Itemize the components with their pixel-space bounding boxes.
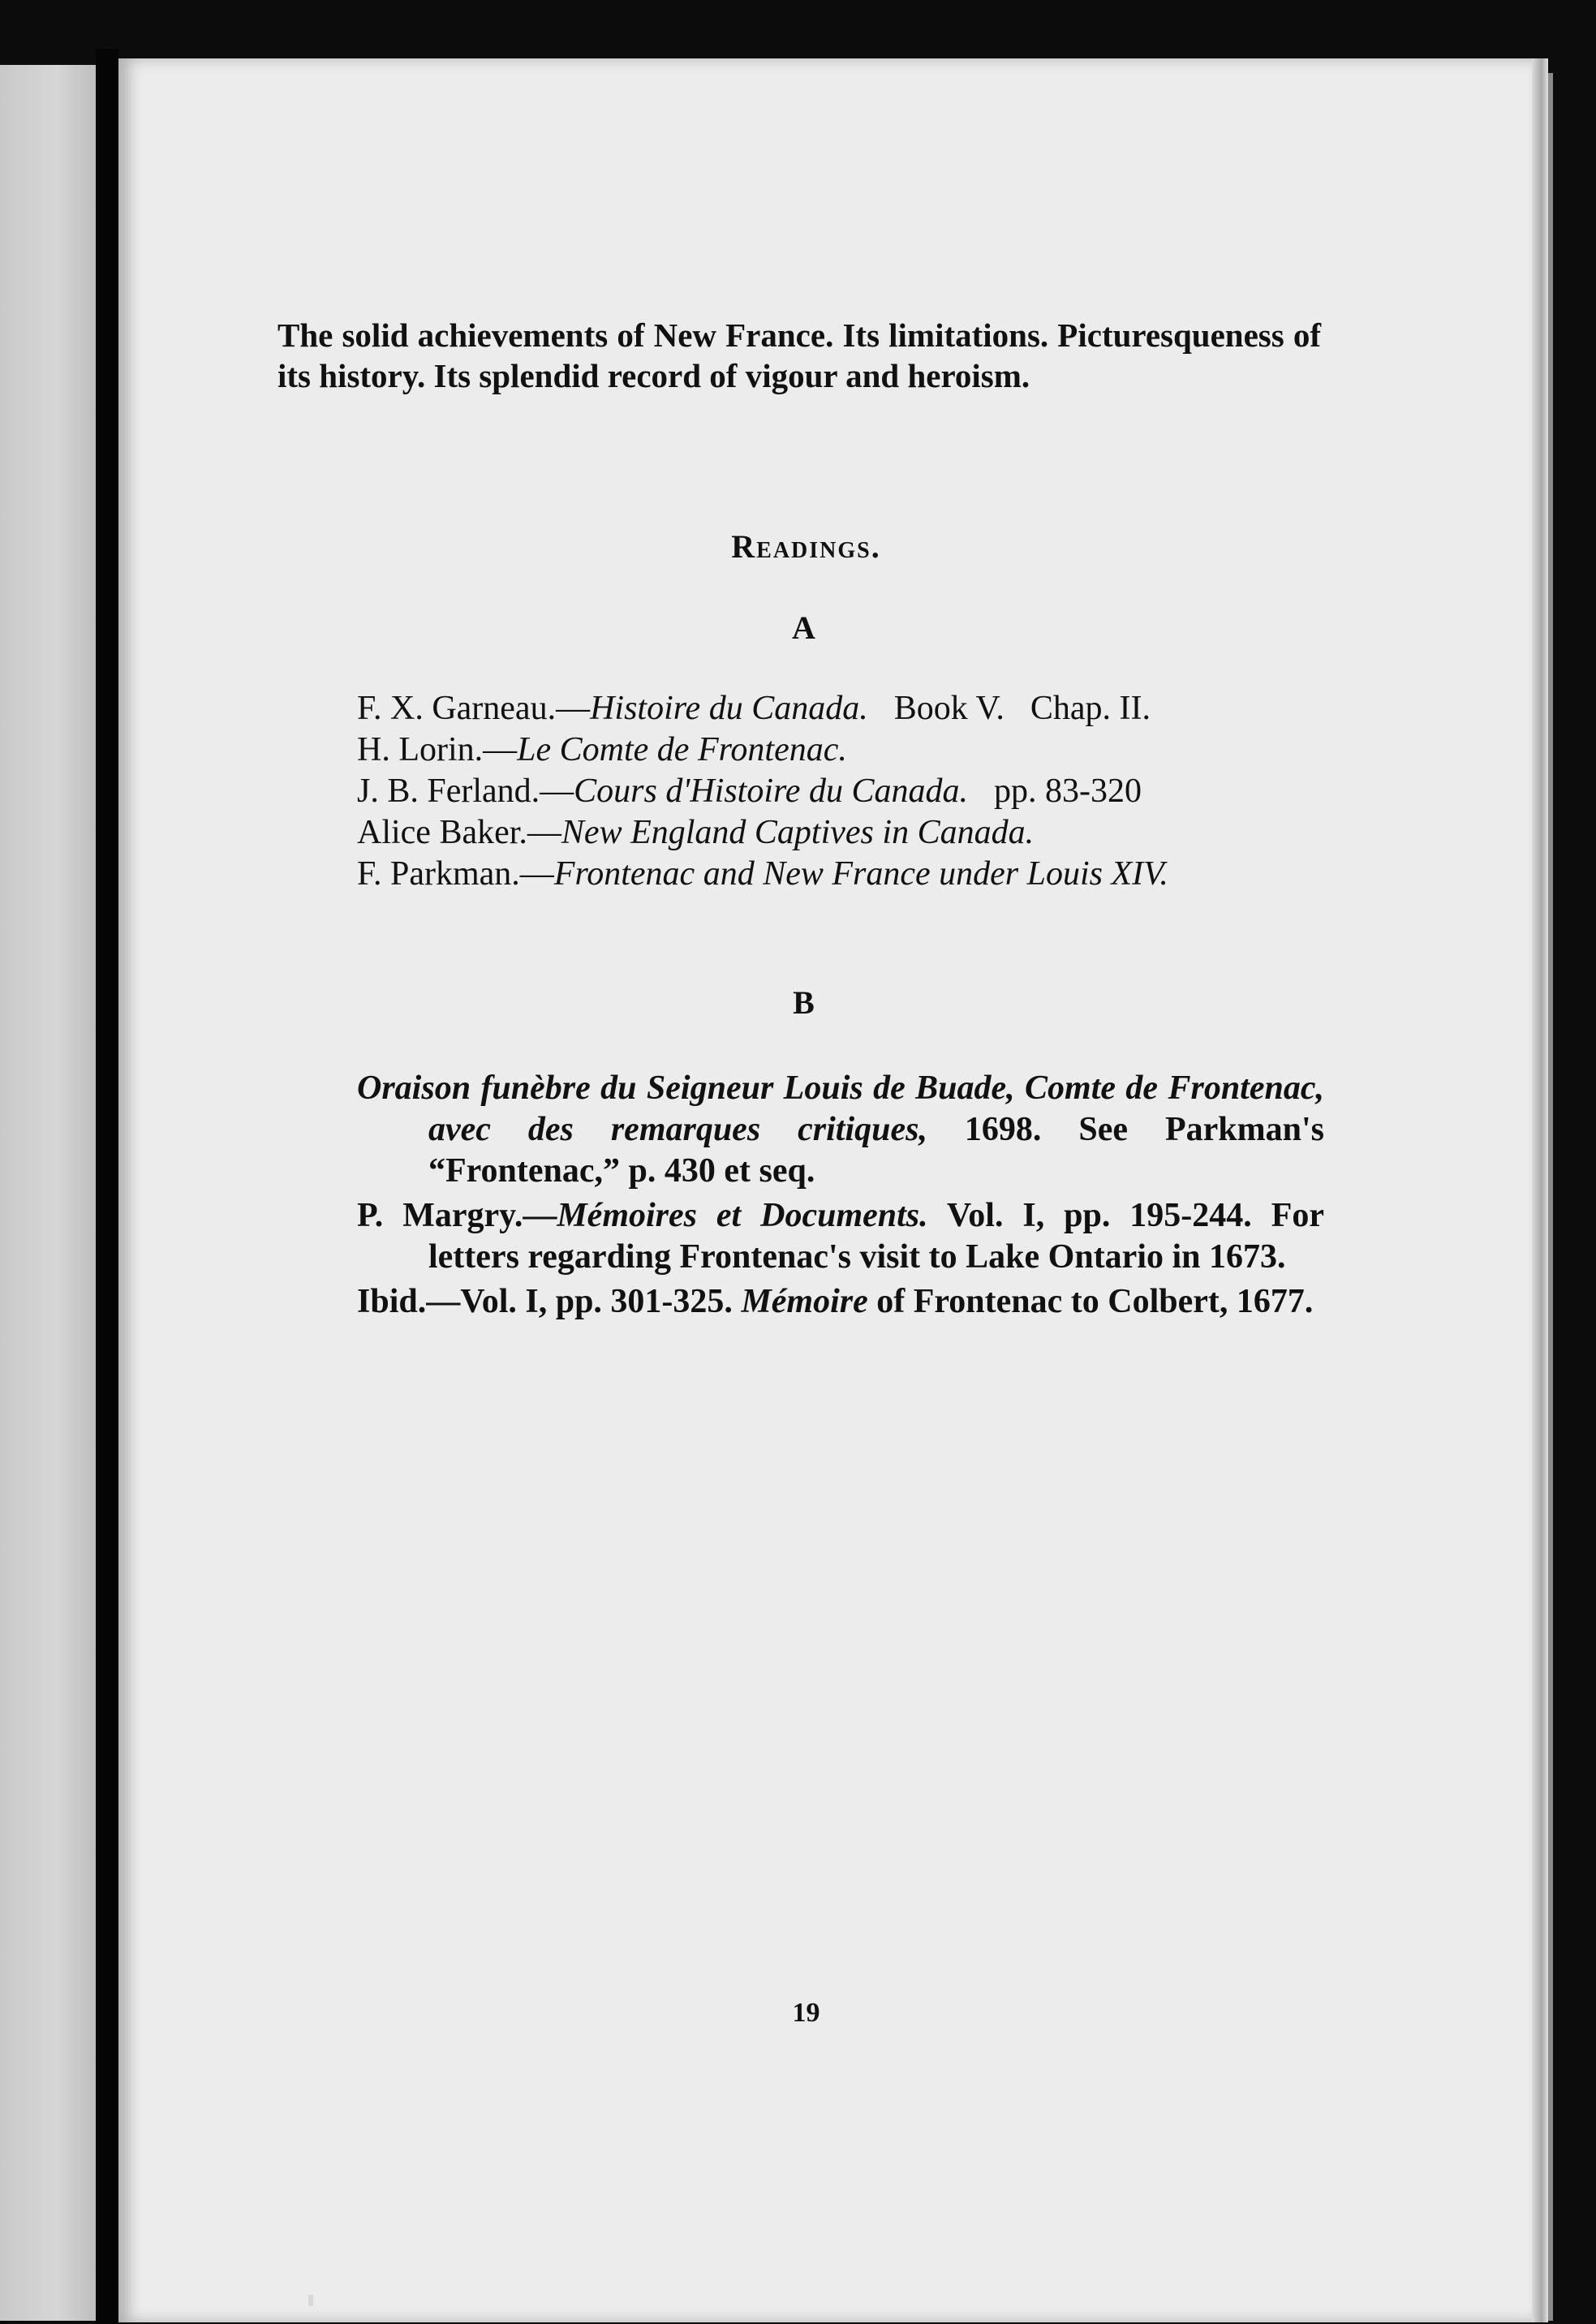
book-gutter bbox=[96, 49, 118, 2324]
section-a-label: A bbox=[792, 609, 815, 646]
list-item bbox=[357, 854, 1331, 895]
list-item bbox=[357, 1281, 1324, 1323]
list-item bbox=[357, 771, 1331, 812]
reading-details: of Frontenac to Colbert, 1677. bbox=[867, 1283, 1314, 1320]
section-b-label: B bbox=[793, 984, 815, 1021]
list-item bbox=[357, 688, 1331, 729]
reading-author: Alice Baker.— bbox=[357, 814, 561, 851]
scan-mark bbox=[308, 2295, 313, 2306]
list-item bbox=[357, 1195, 1324, 1278]
reading-title: Le Comte de Frontenac. bbox=[517, 731, 847, 768]
reading-title: Cours d'Histoire du Canada. bbox=[574, 773, 968, 810]
reading-title: Oraison funèbre du Seigneur Louis de Buade, Comte de Frontenac, avec des remarques critiques, bbox=[357, 1069, 1324, 1148]
reading-location: Chap. II. bbox=[1030, 690, 1151, 727]
reading-author: J. B. Ferland.— bbox=[357, 773, 574, 810]
page-number: 19 bbox=[792, 1998, 820, 2028]
reading-prefix: P. Margry.— bbox=[357, 1197, 557, 1234]
reading-title: New England Captives in Canada. bbox=[561, 814, 1035, 851]
reading-author: F. X. Garneau.— bbox=[357, 690, 591, 727]
list-item bbox=[357, 812, 1331, 854]
reading-author: H. Lorin.— bbox=[357, 731, 518, 768]
list-item bbox=[357, 729, 1331, 771]
reading-title: Histoire du Canada. bbox=[590, 690, 868, 727]
reading-location: pp. 83-320 bbox=[993, 773, 1142, 810]
previous-page-edge bbox=[0, 65, 96, 2321]
reading-title: Frontenac and New France under Louis XIV. bbox=[553, 855, 1168, 893]
reading-title: Mémoires et Documents. bbox=[557, 1197, 928, 1234]
reading-prefix: Ibid.—Vol. I, pp. 301-325. bbox=[357, 1283, 742, 1320]
reading-author: F. Parkman.— bbox=[357, 855, 554, 893]
intro-paragraph: The solid achievements of New France. Its limitations. Picturesqueness of its history. Its splendid record of vigour and heroism. bbox=[277, 316, 1321, 394]
reading-details: Vol. I, pp. 195-244. For letters regarding Frontenac's visit to Lake Ontario in 1673. bbox=[428, 1197, 1324, 1276]
section-a-list bbox=[357, 688, 1331, 895]
reading-title: Mémoire bbox=[741, 1283, 868, 1320]
page-right-edge bbox=[1532, 58, 1548, 2322]
page-stack-edge bbox=[1548, 73, 1553, 2321]
section-b-list bbox=[357, 1068, 1324, 1326]
reading-details: 1698. See Parkman's “Frontenac,” p. 430 et seq. bbox=[428, 1111, 1324, 1190]
readings-heading: Readings. bbox=[731, 528, 881, 565]
list-item bbox=[357, 1068, 1324, 1192]
reading-location: Book V. bbox=[893, 690, 1004, 727]
